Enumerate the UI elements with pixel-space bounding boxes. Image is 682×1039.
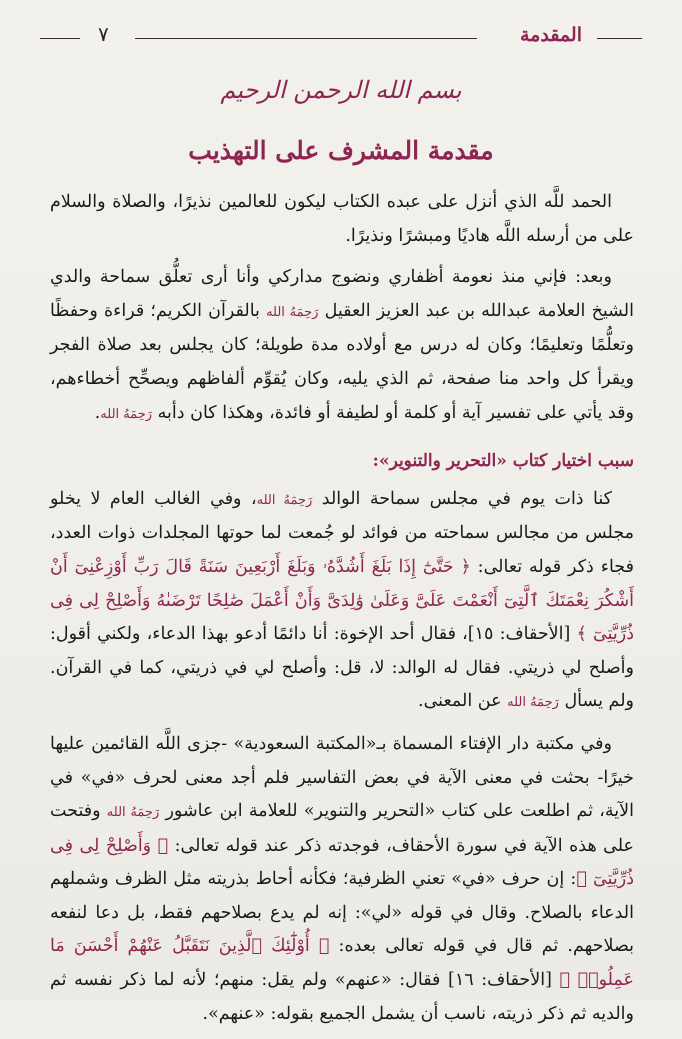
paragraph-3-text-a: كنا ذات يوم في مجلس سماحة الوالد — [321, 488, 613, 509]
paragraph-4-text-b: وفتحت على هذه الآية في سورة الأحقاف، فوجدته ذكر عند قوله تعالى: — [50, 801, 634, 856]
paragraph-2-text-b: بالقرآن الكريم؛ قراءة وحفظًا وتعلُّمًا وتعليمًا؛ وكان له درس مع أولاده مدة طويلة؛ كان يجلس بعد صلاة الفجر ويقرأ كل واحد منا صفحة، ثم الذي يليه، وكان يُقوِّم ألفاظهم ويصحِّح أخطاءهم، وقد يأتي على تفسير آية أو كلمة أو لطيفة أو فائدة، وهكذا كان دأبه — [50, 300, 634, 423]
paragraph-2: وبعد: فإني منذ نعومة أظفاري ونضوج مداركي وأنا أرى تعلُّق سماحة والدي الشيخ العلامة عبدالله بن عبد العزيز العقيل رَحِمَهُ الله بالقرآن الكريم؛ قراءة وحفظًا وتعلُّمًا وتعليمًا؛ وكان له درس مع أولاده مدة طويلة؛ كان يجلس بعد صلاة الفجر ويقرأ كل واحد منا صفحة، ثم الذي يليه، وكان يُقوِّم ألفاظهم ويصحِّح أخطاءهم، وقد يأتي على تفسير آية أو كلمة أو لطيفة أو فائدة، وهكذا كان دأبه رَحِمَهُ الله. — [50, 267, 634, 423]
quran-verse: ﴿ حَتَّىٰٓ إِذَا بَلَغَ أَشُدَّهُۥ وَبَلَغَ أَرْبَعِينَ سَنَةً قَالَ رَبِّ أَوْزِعْنِىٓ أَنْ أَشْكُرَ نِعْمَتَكَ ٱلَّتِىٓ أَنْعَمْتَ عَلَىَّ وَعَلَىٰ وَٰلِدَىَّ وَأَنْ أَعْمَلَ صَٰلِحًا تَرْضَىٰهُ وَأَصْلِحْ لِى فِى ذُرِّيَّتِىٓ ﴾ — [50, 556, 634, 645]
quran-verse: ﴿ أُوْلَٰٓئِكَ ٱلَّذِينَ نَتَقَبَّلُ عَنْهُمْ أَحْسَنَ مَا عَمِلُوا۟ ﴾ — [50, 936, 634, 991]
paragraph-3-text-d: عن المعنى. — [418, 691, 502, 712]
header-rule-right — [597, 38, 642, 39]
honorific-mark: رَحِمَهُ الله — [100, 406, 153, 422]
paragraph-4-text-a: وفي مكتبة دار الإفتاء المسماة بـ«المكتبة السعودية» -جزى اللَّه القائمين عليها خيرًا- بحثت في معنى الآية في بعض التفاسير فلم أجد معنى لحرف «في» في الآية، ثم اطلعت على كتاب «التحرير والتنوير» للعلامة ابن عاشور — [50, 733, 634, 822]
header-rule-left — [40, 38, 80, 39]
paragraph-4 — [50, 728, 634, 1031]
paragraph-4-text-d: [الأحقاف: ١٦] فقال: «عنهم» ولم يقل: منهم؛ لأنه لما ذكر نفسه ثم والديه ثم ذكر ذريته، ناسب أن يشمل الجميع بقوله: «عنهم». — [50, 970, 634, 1024]
paragraph-1-text: الحمد للَّه الذي أنزل على عبده الكتاب ليكون للعالمين نذيرًا، والصلاة والسلام على من أرسله اللَّه هاديًا ومبشرًا ونذيرًا. — [50, 192, 634, 246]
paragraph-3-text-c: [الأحقاف: ١٥]، فقال أحد الإخوة: أنا دائمًا أدعو بهذا الدعاء، ولكني أقول: وأصلح لي ذريتي. فقال له الوالد: لا، قل: وأصلح لي في ذريتي، كما في القرآن. ولم يسأل — [50, 624, 634, 712]
header-rule-main — [135, 38, 477, 39]
honorific-mark: رَحِمَهُ الله — [266, 304, 319, 320]
page-number: ٧ — [98, 22, 109, 46]
honorific-mark: رَحِمَهُ الله — [106, 805, 160, 821]
section-heading: سبب اختيار كتاب «التحرير والتنوير»: — [372, 451, 634, 472]
honorific-mark: رَحِمَهُ الله — [507, 695, 559, 711]
running-title: المقدمة — [519, 24, 582, 46]
page-header — [40, 22, 642, 52]
body-text — [50, 186, 634, 1039]
paragraph-4-text-c: : إن حرف «في» تعني الظرفية؛ فكأنه أحاط بذريته مثل الظرف وشملهم الدعاء بالصلاح. وقال في قوله «لي»: إنه لم يدع بصلاحهم فقط، بل دعا لنفعه بصلاحهم. ثم قال في قوله تعالى بعده: — [50, 869, 634, 957]
paragraph-2-text-a: وبعد: فإني منذ نعومة أظفاري ونضوج مداركي وأنا أرى تعلُّق سماحة والدي الشيخ العلامة عبدالله بن عبد العزيز العقيل — [50, 267, 634, 321]
quran-verse: ﴿ وَأَصْلِحْ لِى فِى ذُرِّيَّتِىٓ ﴾ — [50, 835, 635, 890]
basmala-calligraphy: بسم الله الرحمن الرحيم — [220, 76, 462, 104]
paragraph-1 — [50, 186, 634, 253]
paragraph-3 — [50, 483, 634, 720]
page-title: مقدمة المشرف على التهذيب — [188, 136, 494, 165]
honorific-mark: رَحِمَهُ الله — [256, 492, 313, 508]
paragraph-3-text-b: ، وفي الغالب العام لا يخلو مجلس من مجالس سماحته من فوائد لو جُمعت لما حوتها المجلدات ذوات العدد، فجاء ذكر قوله تعالى: — [50, 488, 634, 577]
